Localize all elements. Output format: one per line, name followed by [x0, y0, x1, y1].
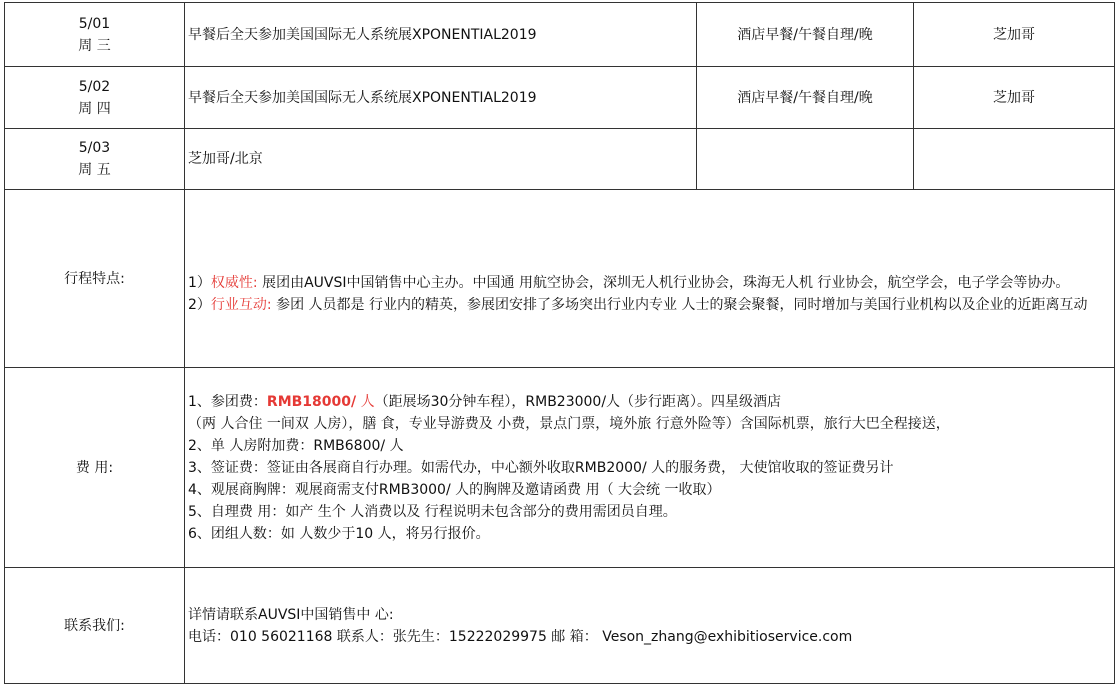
feature-prefix: 2）	[188, 296, 211, 313]
fee-item-6: 6、团组人数：如 人数少于10 人，将另行报价。	[188, 525, 490, 542]
location-cell: 芝加哥	[914, 3, 1115, 67]
schedule-row	[5, 67, 1115, 129]
date-cell	[5, 129, 185, 190]
fees-content	[185, 368, 1115, 568]
contact-line-2: 电话：010 56021168 联系人：张先生：15222029975 邮 箱： Veson_zhang@exhibitioservice.com	[188, 628, 853, 645]
feature-key-authority: 权威性:	[210, 274, 258, 291]
features-label: 行程特点:	[5, 190, 185, 368]
contact-line-1: 详情请联系AUVSI中国销售中 心:	[188, 606, 394, 623]
fee-item-4: 4、观展商胸牌：观展商需支付RMB3000/ 人的胸牌及邀请函费 用（ 大会统 一收取）	[188, 481, 721, 498]
fee-price: RMB18000/	[266, 393, 357, 410]
feature-item-interaction	[188, 294, 1111, 316]
contact-label: 联系我们:	[5, 568, 185, 684]
fee-rest: （距展场30分钟车程），RMB23000/人（步行距离）。四星级酒店	[374, 393, 782, 410]
date-cell	[5, 3, 185, 67]
meals-cell	[697, 129, 914, 190]
weekday-text: 周 三	[78, 37, 111, 54]
fees-row	[5, 368, 1115, 568]
meals-cell: 酒店早餐/午餐自理/晚	[697, 67, 914, 129]
fees-label: 费 用:	[5, 368, 185, 568]
fee-item-1-line2: （两 人合住 一间双 人房），膳 食，专业导游费及 小费，景点门票，境外旅 行意外险等）含国际机票，旅行大巴全程接送，	[188, 415, 950, 432]
weekday-text: 周 五	[78, 162, 111, 178]
location-cell	[914, 129, 1115, 190]
feature-key-interaction: 行业互动:	[210, 296, 272, 313]
location-cell: 芝加哥	[914, 67, 1115, 129]
feature-prefix: 1）	[188, 274, 211, 291]
fee-item-1	[188, 391, 1111, 413]
date-text: 5/03	[78, 140, 111, 156]
weekday-text: 周 四	[78, 100, 111, 117]
itinerary-table	[4, 2, 1115, 684]
contact-content	[185, 568, 1115, 684]
fee-unit: 人	[356, 393, 375, 410]
features-content	[185, 190, 1115, 368]
activity-cell: 早餐后全天参加美国国际无人系统展XPONENTIAL2019	[185, 67, 697, 129]
date-text: 5/02	[78, 78, 111, 95]
feature-text-interaction: 参团 人员都是 行业内的精英，参展团安排了多场突出行业内专业 人士的聚会聚餐，同时增加与美国行业机构以及企业的近距离互动	[276, 296, 1088, 313]
fee-item-5: 5、自理费 用：如产 生个 人消费以及 行程说明未包含部分的费用需团员自理。	[188, 503, 677, 520]
schedule-row	[5, 129, 1115, 190]
feature-text-authority: 展团由AUVSI中国销售中心主办。中国通 用航空协会，深圳无人机行业协会，珠海无人机 行业协会，航空学会，电子学会等协办。	[262, 274, 1070, 291]
activity-cell: 芝加哥/北京	[185, 129, 697, 190]
fee-item-2: 2、单 人房附加费：RMB6800/ 人	[188, 437, 404, 454]
fee-prefix: 1、参团费：	[188, 393, 267, 410]
meals-cell: 酒店早餐/午餐自理/晚	[697, 3, 914, 67]
schedule-row	[5, 3, 1115, 67]
feature-item-authority	[188, 272, 1111, 294]
date-text: 5/01	[78, 15, 111, 32]
contact-row	[5, 568, 1115, 684]
activity-cell: 早餐后全天参加美国国际无人系统展XPONENTIAL2019	[185, 3, 697, 67]
date-cell	[5, 67, 185, 129]
fee-item-3: 3、签证费：签证由各展商自行办理。如需代办，中心额外收取RMB2000/ 人的服务费， 大使馆收取的签证费另计	[188, 459, 894, 476]
features-row	[5, 190, 1115, 368]
